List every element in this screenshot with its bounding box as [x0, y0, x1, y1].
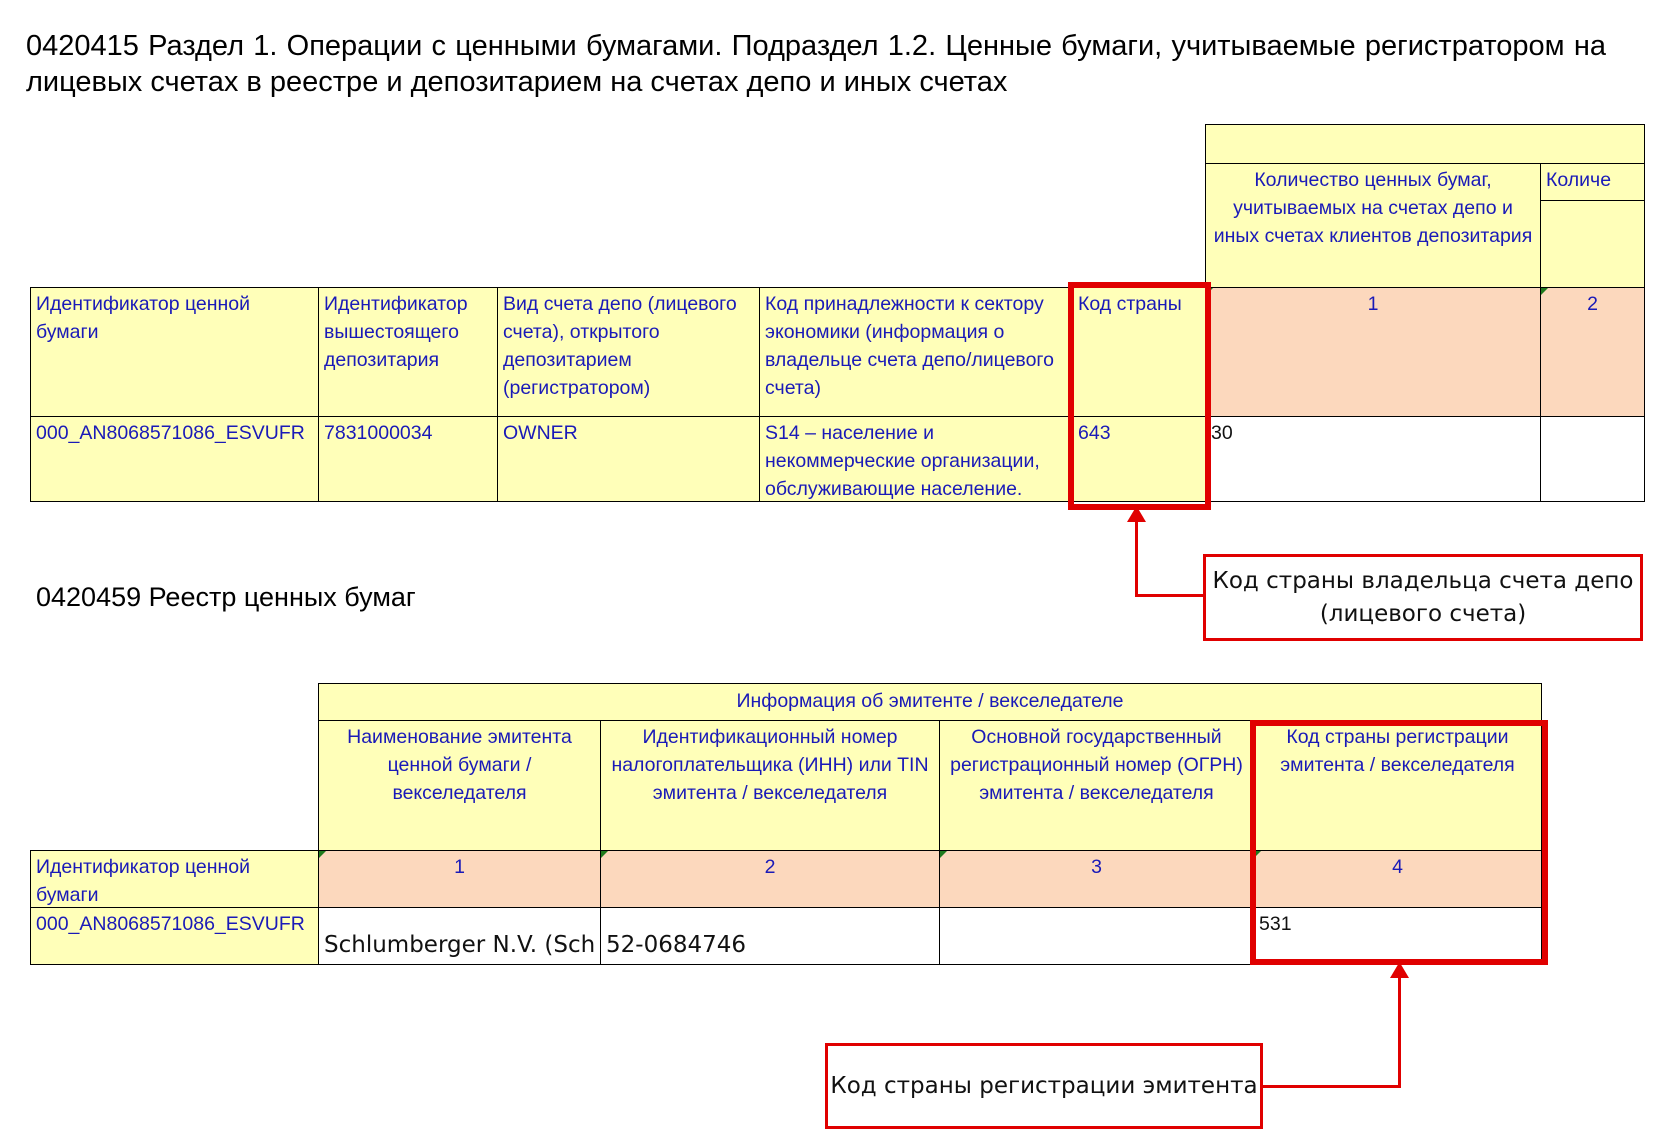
row-security-id-2: 000_AN8068571086_ESVUFR	[30, 907, 319, 965]
col-number-1: 1	[1205, 287, 1541, 417]
header-qty-partial-sub	[1540, 200, 1645, 288]
arrow-line-owner-h	[1135, 594, 1205, 597]
header-account-type: Вид счета депо (лицевого счета), открытого депозитарием (регистратором)	[497, 287, 760, 417]
header-security-id-2: Идентификатор ценной бумаги	[30, 850, 319, 908]
arrow-up-icon-2	[1390, 962, 1409, 978]
header-country-code: Код страны	[1072, 287, 1206, 417]
row-security-id: 000_AN8068571086_ESVUFR	[30, 416, 319, 502]
header-upper-depository: Идентификатор вышестоящего депозитария	[318, 287, 498, 417]
arrow-up-icon	[1127, 506, 1146, 522]
row-account-type: OWNER	[497, 416, 760, 502]
row-sector-code: S14 – население и некоммерческие организации, обслуживающие население.	[759, 416, 1073, 502]
col-number-2: 2	[1540, 287, 1645, 417]
col-number-3-t2: 3	[939, 850, 1254, 908]
col-number-4-t2: 4	[1253, 850, 1542, 908]
row-issuer-name: Schlumberger N.V. (Sch	[318, 907, 601, 965]
arrow-line-issuer-h	[1260, 1085, 1401, 1088]
row-qty-partial	[1540, 416, 1645, 502]
arrow-line-issuer	[1398, 965, 1401, 1087]
highlight-issuer-country-code	[1250, 720, 1548, 965]
header-inn-tin: Идентификационный номер налогоплательщика (ИНН) или TIN эмитента / векселедателя	[600, 720, 940, 851]
callout-owner-country: Код страны владельца счета депо (лицевого счета)	[1203, 554, 1643, 641]
header-issuer-country-code: Код страны регистрации эмитента / векселедателя	[1253, 720, 1542, 851]
row-country-code: 643	[1072, 416, 1206, 502]
header-qty-clients: Количество ценных бумаг, учитываемых на счетах депо и иных счетах клиентов депозитария	[1205, 163, 1541, 288]
header-qty-partial: Количе	[1540, 163, 1645, 201]
row-ogrn	[939, 907, 1254, 965]
row-qty-clients: 30	[1205, 416, 1541, 502]
row-upper-depository: 7831000034	[318, 416, 498, 502]
col-number-1-t2: 1	[318, 850, 601, 908]
callout-issuer-country: Код страны регистрации эмитента	[825, 1043, 1263, 1129]
header-security-id: Идентификатор ценной бумаги	[30, 287, 319, 417]
header-ogrn: Основной государственный регистрационный номер (ОГРН) эмитента / векселедателя	[939, 720, 1254, 851]
form-0420415-title: 0420415 Раздел 1. Операции с ценными бумагами. Подраздел 1.2. Ценные бумаги, учитываемые регистратором на лицевых счетах в реестре и депозитарием на счетах депо и иных счетах	[26, 30, 1606, 98]
arrow-line-owner	[1135, 510, 1138, 596]
header-issuer-name: Наименование эмитента ценной бумаги / векселедателя	[318, 720, 601, 851]
form-0420459-title: 0420459 Реестр ценных бумаг	[36, 582, 416, 612]
highlight-owner-country-code	[1068, 282, 1211, 510]
group-header-band	[1205, 124, 1645, 164]
row-inn-tin: 52-0684746	[600, 907, 940, 965]
group-header-issuer-info: Информация об эмитенте / векселедателе	[318, 683, 1542, 721]
row-issuer-country-code: 531	[1253, 907, 1542, 965]
col-number-2-t2: 2	[600, 850, 940, 908]
header-sector-code: Код принадлежности к сектору экономики (информация о владельце счета депо/лицевого счета)	[759, 287, 1073, 417]
